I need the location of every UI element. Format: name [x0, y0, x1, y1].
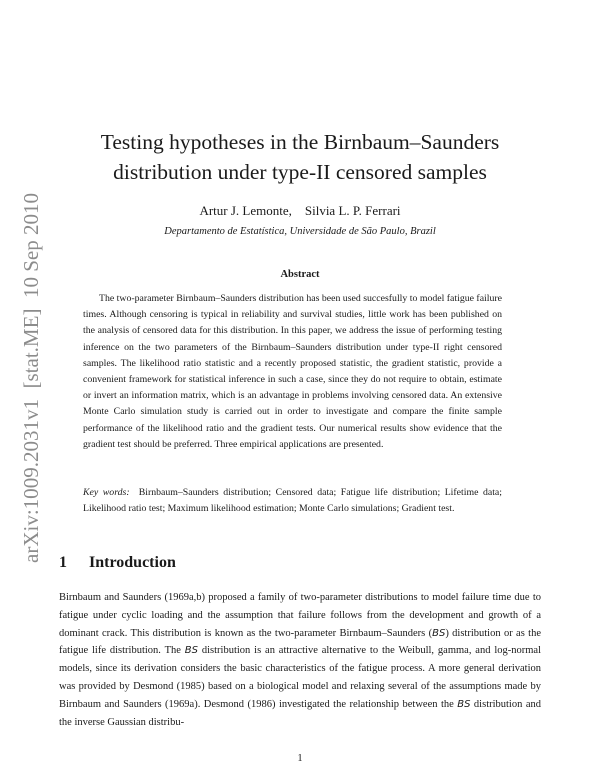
affiliation: Departamento de Estatística, Universidade de São Paulo, Brazil	[164, 226, 436, 237]
abstract-heading: Abstract	[280, 269, 320, 280]
keywords-list: Birnbaum–Saunders distribution; Censored data; Fatigue life distribution; Lifetime data; Likelihood ratio test; Maximum likelihood estimation; Monte Carlo simulations; Gradient test.	[83, 487, 502, 515]
section-number: 1	[59, 554, 67, 571]
abstract-body: The two-parameter Birnbaum–Saunders distribution has been used succesfully to model fatigue failure times. Although censoring is typical in reliability and survival studies, little work has been published on the analysis of censored data for this distribution. In this paper, we address the issue of performing testing inference on the two parameters of the Birnbaum–Saunders distribution under type-II right censored samples. The likelihood ratio statistic and a recently proposed statistic, the gradient statistic, provide a convenient framework for statistical inference in such a case, since they do not require to obtain, estimate or invert an information matrix, which is an advantage in problems involving censored data. An extensive Monte Carlo simulation study is carried out in order to investigate and compare the finite sample performance of the likelihood ratio and the gradient tests. Our numerical results show evidence that the gradient test should be preferred. Three empirical applications are presented.	[83, 293, 502, 450]
author-list	[60, 203, 540, 219]
author-name: Artur J. Lemonte,	[199, 203, 292, 218]
arxiv-stamp-text: arXiv:1009.2031v1 [stat.ME] 10 Sep 2010	[19, 193, 43, 563]
bs-symbol: BS	[184, 645, 199, 657]
author-name: Silvia L. P. Ferrari	[304, 203, 401, 218]
introduction-paragraph: Birnbaum and Saunders (1969a,b) proposed a family of two-parameter distributions to model failure time due to fatigue under cyclic loading and the assumption that failure follows from the development and growth of a dominant crack. This distribution is known as the two-parameter Birnbaum–Saunders (BS) distribution or as the fatigue life distribution. The BS distribution is an attractive alternative to the Weibull, gamma, and log-normal models, since its derivation considers the basic characteristics of the fatigue process. A more general derivation was provided by Desmond (1985) based on a biological model and relaxing several of the assumptions made by Birnbaum and Saunders (1969a). Desmond (1986) investigated the relationship between the BS distribution and the inverse Gaussian distribu-	[59, 592, 541, 728]
title-line-2: distribution under type-II censored samples	[113, 160, 487, 184]
paper-title	[60, 127, 540, 187]
bs-symbol: BS	[457, 698, 471, 710]
page-number: 1	[297, 753, 303, 764]
title-line-1: Testing hypotheses in the Birnbaum–Saunders	[100, 130, 500, 154]
bs-symbol: BS	[432, 627, 446, 639]
keywords-label: Key words:	[83, 487, 130, 498]
arxiv-identifier-stamp	[2, 190, 54, 565]
keywords	[83, 485, 502, 517]
section-heading	[59, 554, 176, 572]
section-title: Introduction	[89, 554, 176, 571]
